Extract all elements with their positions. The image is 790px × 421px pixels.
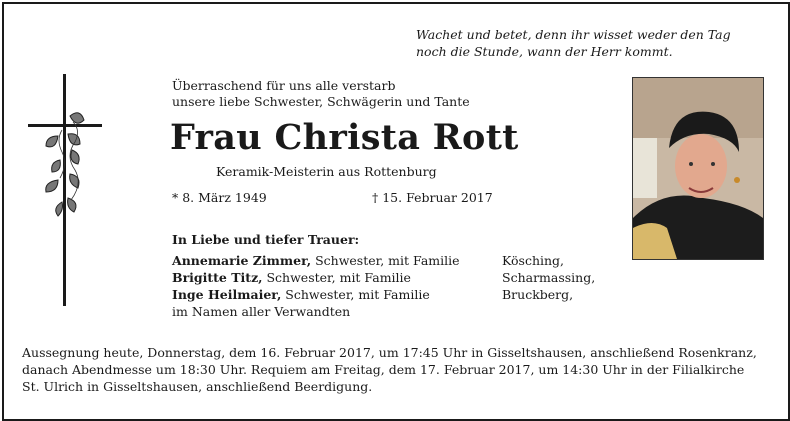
birth-date: * 8. März 1949	[172, 190, 267, 205]
quote-line-2: noch die Stunde, wann der Herr kommt.	[416, 44, 673, 59]
footer-line-1: Aussegnung heute, Donnerstag, dem 16. Februar 2017, um 17:45 Uhr in Gisseltshausen, anschließend Rosenkranz,	[22, 345, 757, 360]
relative-place: Bruckberg,	[502, 287, 574, 302]
relative-place: Kösching,	[502, 253, 565, 268]
intro-line-1: Überraschend für uns alle verstarb	[172, 78, 396, 93]
footer-line-2: danach Abendmesse um 18:30 Uhr. Requiem am Freitag, dem 17. Februar 2017, um 14:30 Uhr in der Filialkirche	[22, 362, 745, 377]
relatives-closing: im Namen aller Verwandten	[172, 304, 351, 319]
intro-line-2: unsere liebe Schwester, Schwägerin und Tante	[172, 94, 470, 109]
relative-name: Inge Heilmaier,	[172, 287, 282, 302]
death-date: † 15. Februar 2017	[372, 190, 493, 205]
relative-name: Brigitte Titz,	[172, 270, 263, 285]
ceremony-details	[22, 344, 772, 395]
relative-name: Annemarie Zimmer,	[172, 253, 312, 268]
relative-relation: Schwester, mit Familie	[281, 287, 430, 302]
intro-text	[172, 78, 470, 110]
relatives-list	[172, 252, 596, 320]
portrait-photo	[632, 77, 764, 260]
bible-quote	[416, 26, 731, 60]
list-item	[172, 252, 565, 269]
mourning-heading: In Liebe und tiefer Trauer:	[172, 232, 360, 247]
deceased-name: Frau Christa Rott	[170, 117, 519, 158]
relative-relation: Schwester, mit Familie	[311, 253, 460, 268]
list-item	[172, 286, 574, 303]
profession: Keramik-Meisterin aus Rottenburg	[216, 164, 437, 179]
relative-relation: Schwester, mit Familie	[262, 270, 411, 285]
footer-line-3: St. Ulrich in Gisseltshausen, anschließend Beerdigung.	[22, 379, 373, 394]
cross-with-leaves-icon	[28, 74, 104, 306]
relative-place: Scharmassing,	[502, 270, 596, 285]
quote-line-1: Wachet und betet, denn ihr wisset weder den Tag	[416, 27, 731, 42]
list-item	[172, 269, 596, 286]
